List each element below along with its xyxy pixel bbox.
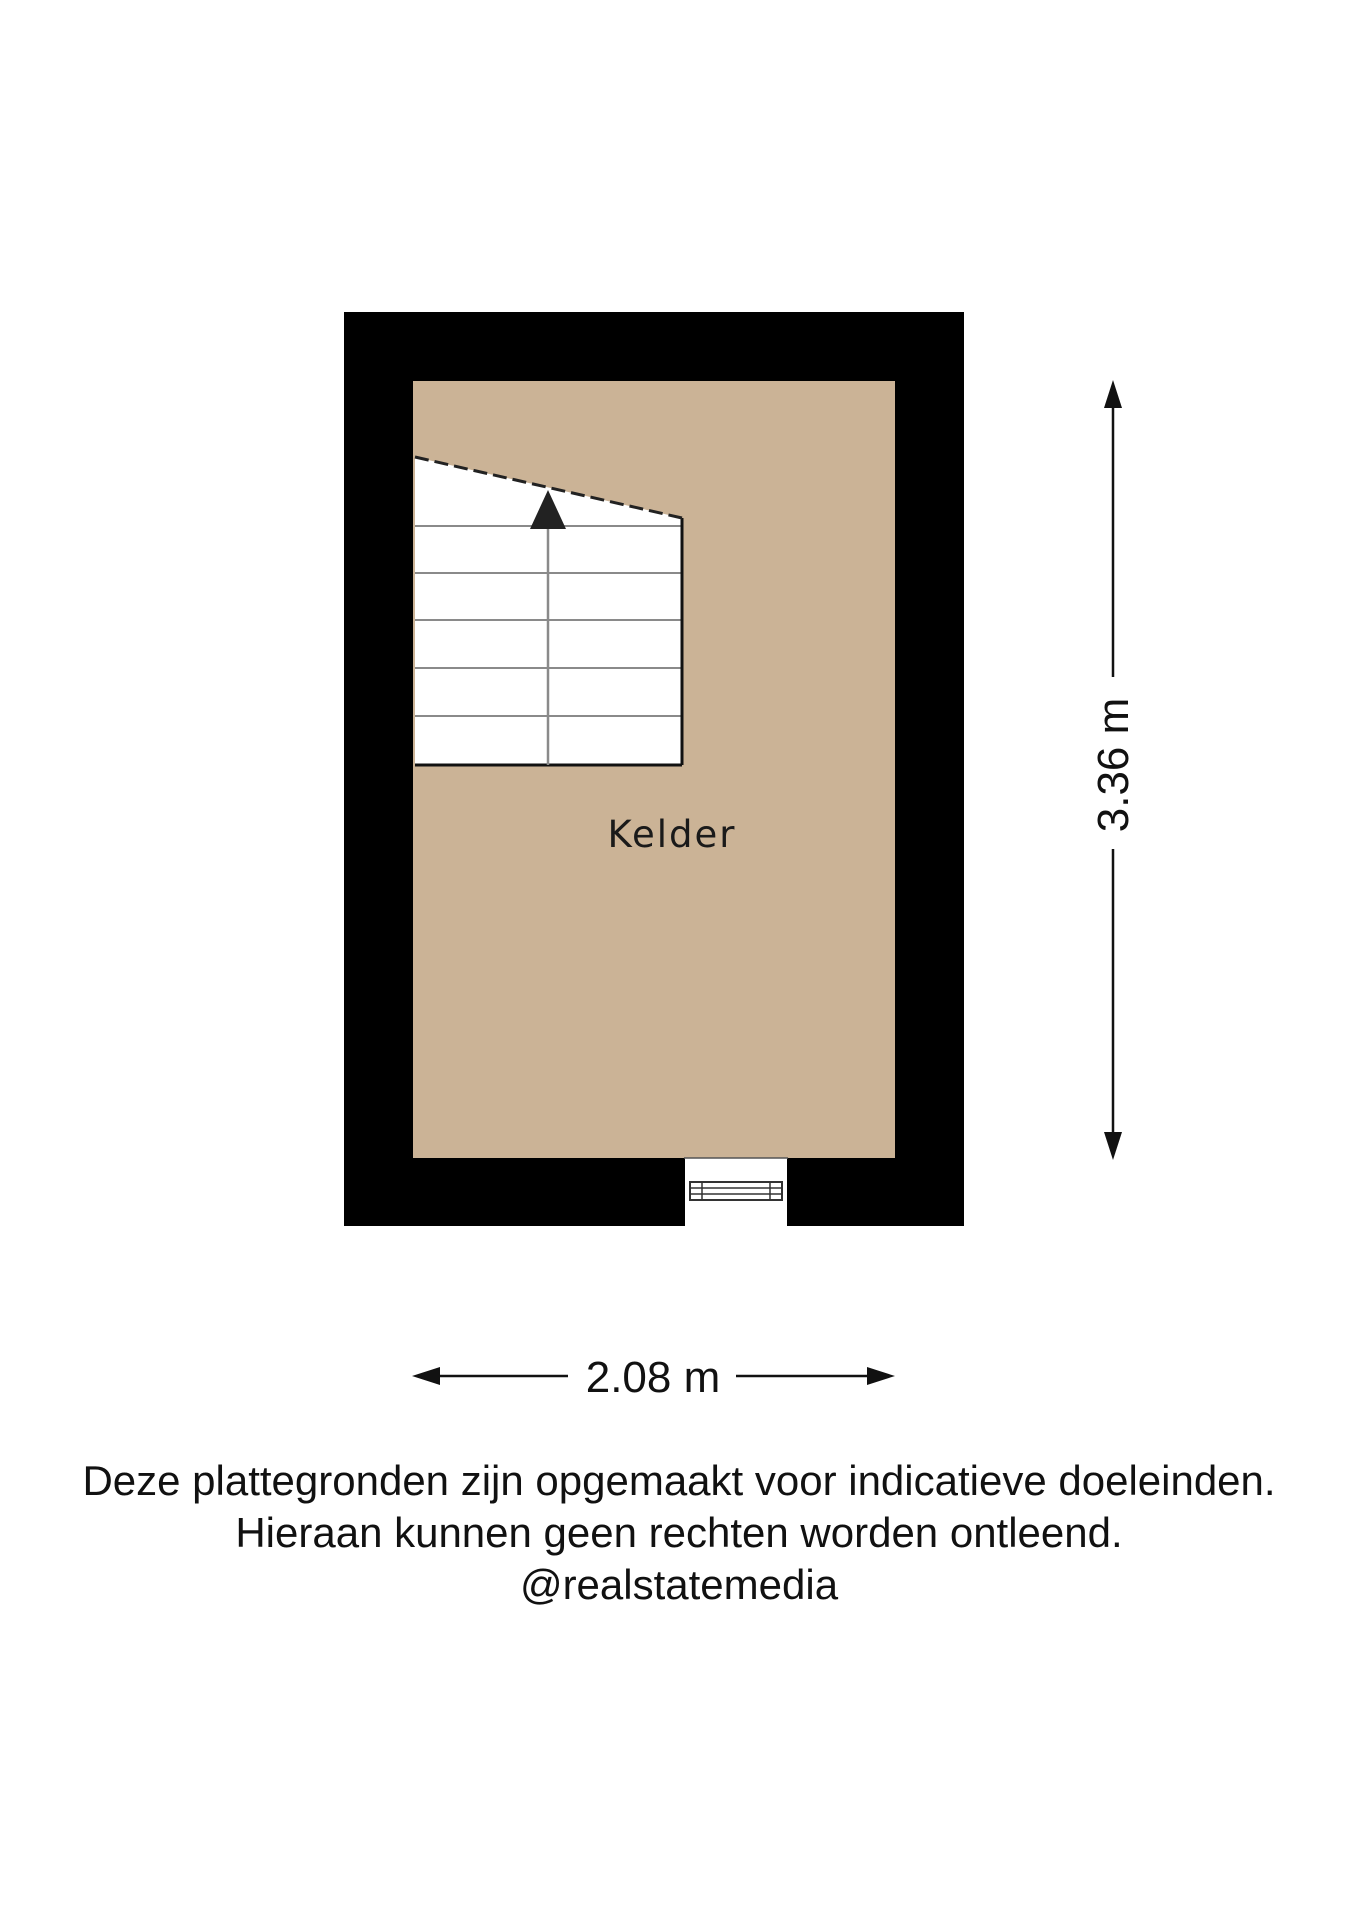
height-dimension-label: 3.36 m	[1089, 697, 1138, 833]
disclaimer-line-1: Deze plattegronden zijn opgemaakt voor indicatieve doeleinden.	[82, 1457, 1276, 1504]
width-dimension-label: 2.08 m	[585, 1353, 721, 1402]
arrow-left-icon	[412, 1367, 440, 1385]
disclaimer	[0, 1455, 1358, 1611]
window-frame	[690, 1182, 782, 1200]
disclaimer-line-2: Hieraan kunnen geen rechten worden ontleend.	[235, 1509, 1123, 1556]
arrow-up-icon	[1104, 380, 1122, 408]
arrow-right-icon	[867, 1367, 895, 1385]
credit-line: @realstatemedia	[519, 1561, 839, 1608]
room-label: Kelder	[607, 813, 737, 856]
arrow-down-icon	[1104, 1132, 1122, 1160]
width-dimension	[412, 1353, 895, 1402]
height-dimension	[1089, 380, 1138, 1160]
